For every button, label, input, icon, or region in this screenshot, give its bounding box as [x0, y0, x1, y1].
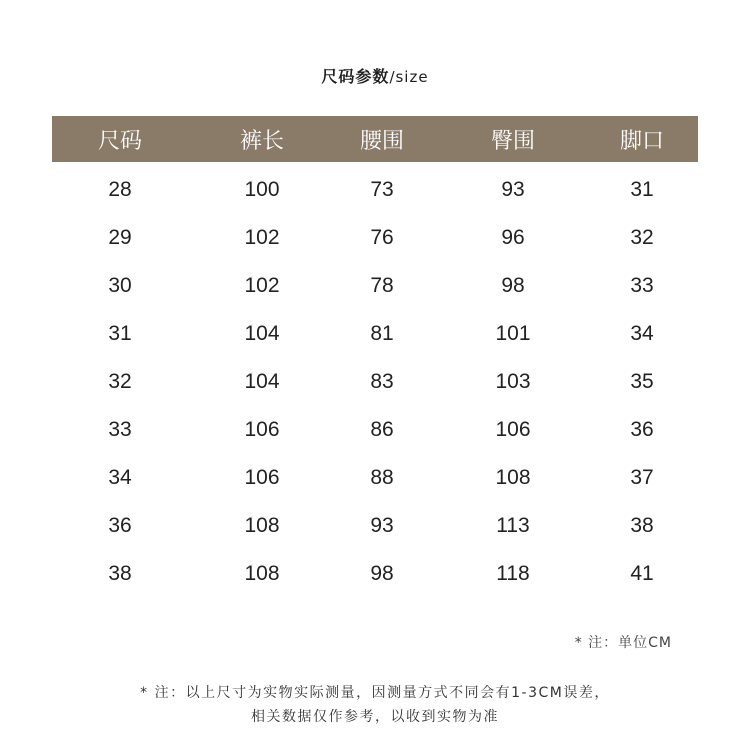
cell-hip: 103	[495, 370, 531, 393]
page-title	[0, 64, 750, 87]
cell-length: 102	[244, 274, 280, 297]
table-body	[52, 162, 698, 598]
cell-size: 31	[108, 322, 132, 345]
cell-length: 106	[244, 418, 280, 441]
table-row	[52, 214, 698, 262]
header-length: 裤长	[239, 128, 285, 154]
cell-length: 100	[244, 178, 280, 201]
cell-leg-opening: 36	[630, 418, 654, 441]
cell-waist: 78	[370, 274, 394, 297]
cell-size: 30	[108, 274, 132, 297]
cell-length: 102	[244, 226, 280, 249]
cell-length: 108	[244, 562, 280, 585]
header-leg-opening: 脚口	[619, 128, 665, 154]
cell-hip: 106	[495, 418, 531, 441]
table-row	[52, 454, 698, 502]
cell-hip: 101	[495, 322, 531, 345]
cell-size: 29	[108, 226, 132, 249]
unit-note: * 注：单位CM	[574, 635, 672, 651]
cell-hip: 113	[496, 514, 530, 537]
title-en: /size	[389, 68, 429, 86]
table-row	[52, 406, 698, 454]
cell-leg-opening: 37	[630, 466, 654, 489]
cell-leg-opening: 35	[630, 370, 654, 393]
cell-length: 108	[244, 514, 280, 537]
size-table	[52, 116, 698, 598]
cell-size: 32	[108, 370, 132, 393]
cell-hip: 93	[501, 178, 525, 201]
cell-hip: 118	[496, 562, 530, 585]
cell-waist: 93	[370, 514, 394, 537]
header-size: 尺码	[97, 128, 143, 154]
cell-hip: 96	[501, 226, 525, 249]
table-row	[52, 166, 698, 214]
footnote-line-1: * 注：以上尺寸为实物实际测量，因测量方式不同会有1-3CM误差，	[140, 685, 610, 701]
cell-leg-opening: 31	[630, 178, 654, 201]
cell-waist: 76	[370, 226, 394, 249]
cell-size: 36	[108, 514, 132, 537]
cell-leg-opening: 32	[630, 226, 654, 249]
header-hip: 臀围	[490, 128, 536, 154]
cell-leg-opening: 33	[630, 274, 654, 297]
cell-waist: 88	[370, 466, 394, 489]
cell-waist: 98	[370, 562, 394, 585]
table-row	[52, 358, 698, 406]
table-header	[52, 116, 698, 162]
cell-hip: 98	[501, 274, 525, 297]
footnote-line-2: 相关数据仅作参考，以收到实物为准	[251, 709, 499, 725]
cell-hip: 108	[495, 466, 531, 489]
header-waist: 腰围	[359, 128, 405, 154]
cell-size: 34	[108, 466, 132, 489]
cell-size: 33	[108, 418, 132, 441]
cell-size: 38	[108, 562, 132, 585]
cell-leg-opening: 38	[630, 514, 654, 537]
cell-waist: 73	[370, 178, 394, 201]
cell-waist: 83	[370, 370, 394, 393]
table-row	[52, 262, 698, 310]
table-row	[52, 550, 698, 598]
cell-size: 28	[108, 178, 132, 201]
table-row	[52, 310, 698, 358]
cell-length: 106	[244, 466, 280, 489]
table-row	[52, 502, 698, 550]
cell-length: 104	[244, 370, 280, 393]
cell-leg-opening: 41	[630, 562, 654, 585]
cell-leg-opening: 34	[630, 322, 654, 345]
cell-waist: 86	[370, 418, 394, 441]
title-cn: 尺码参数	[321, 67, 390, 86]
cell-waist: 81	[370, 322, 394, 345]
cell-length: 104	[244, 322, 280, 345]
